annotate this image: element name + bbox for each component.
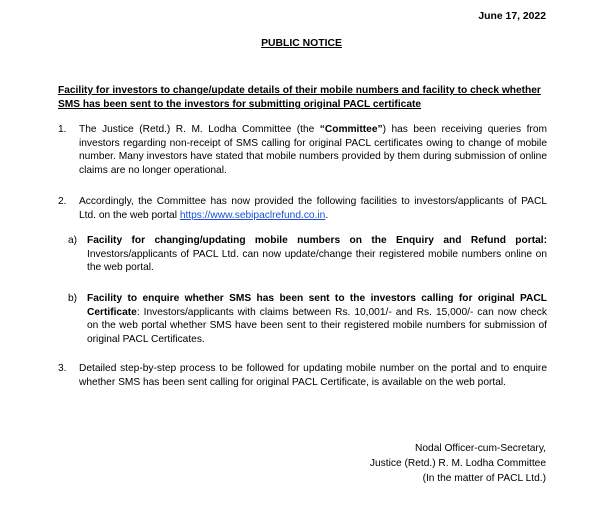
notice-date: June 17, 2022	[478, 11, 546, 22]
portal-link[interactable]: https://www.sebipaclrefund.co.in	[179, 209, 326, 221]
paragraph-number: 3.	[58, 363, 67, 374]
signature-line-3: (In the matter of PACL Ltd.)	[422, 472, 546, 484]
subparagraph-text: Facility for changing/updating mobile numbers on the Enquiry and Refund portal: Investors/applicants of PACL Ltd. can now update/change their registered mobile numbers online on the web portal.	[87, 235, 547, 274]
signature-line-2: Justice (Retd.) R. M. Lodha Committee	[369, 457, 546, 469]
paragraph-number: 1.	[58, 124, 67, 135]
subparagraph-letter: a)	[68, 235, 78, 246]
subparagraph-letter: b)	[68, 293, 78, 304]
paragraph-text: Detailed step-by-step process to be followed for updating mobile number on the portal and to enquire whether SMS has been sent calling for original PACL Certificate, is available on the web portal.	[79, 363, 547, 388]
signature-line-1: Nodal Officer-cum-Secretary,	[415, 443, 546, 454]
subparagraph-text: Facility to enquire whether SMS has been sent to the investors calling for original PACL Certificate: Investors/applicants with claims between Rs. 10,001/- and Rs. 15,000/- can now check on the web portal whether SMS have been sent to their registered mobile numbers for submission of original PACL Certificates.	[87, 293, 547, 345]
paragraph-text: The Justice (Retd.) R. M. Lodha Committee (the “Committee”) has been receiving queries from investors regarding non-receipt of SMS calling for original PACL certificates owing to change of mobile number. Many investors have stated that mobile numbers provided by them during submission of online claims are no longer operational.	[79, 124, 547, 176]
signature-block	[370, 442, 546, 486]
paragraph-text: Accordingly, the Committee has now provided the following facilities to investors/applicants of PACL Ltd. on the web portal https://www.sebipaclrefund.co.in.	[79, 196, 547, 221]
committee-term: “Committee”	[319, 124, 383, 135]
page-title: PUBLIC NOTICE	[261, 38, 342, 49]
paragraph-number: 2.	[58, 196, 67, 207]
notice-subject: Facility for investors to change/update details of their mobile numbers and facility to check whether SMS has been sent to the investors for submitting original PACL certificate	[58, 85, 541, 110]
